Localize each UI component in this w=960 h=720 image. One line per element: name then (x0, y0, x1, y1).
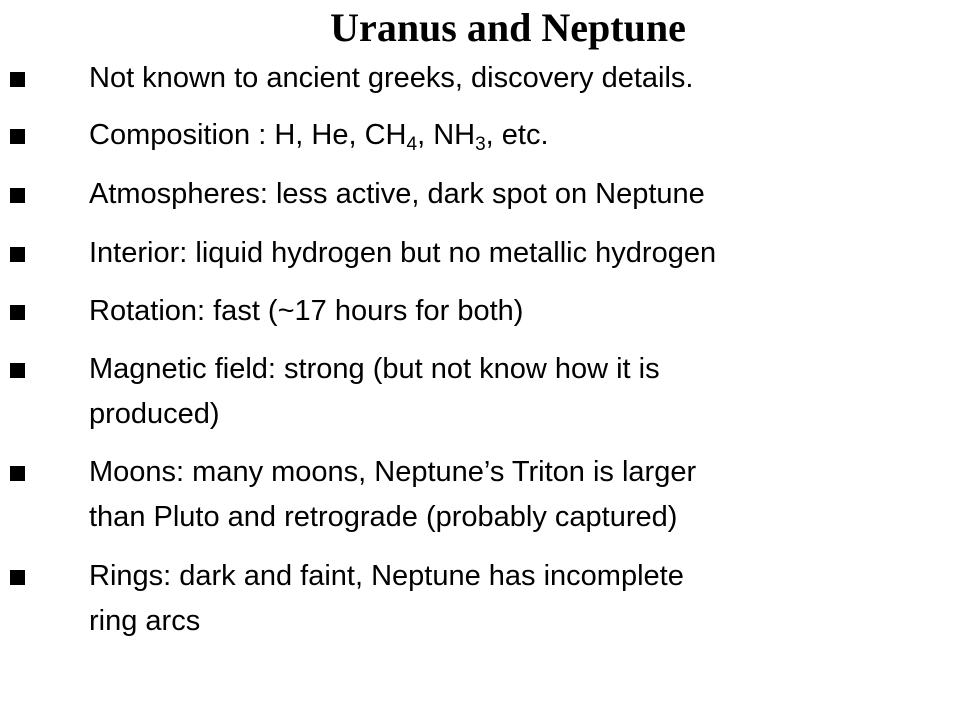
bullet-text: Magnetic field: strong (but not know how it is (89, 353, 660, 385)
square-bullet-icon (10, 188, 30, 208)
bullet-text: Moons: many moons, Neptune’s Triton is larger (89, 456, 697, 488)
bullet-text-prefix: Composition : H, He, CH (89, 119, 407, 151)
bullet-text-continuation: than Pluto and retrograde (probably captured) (89, 501, 678, 533)
bullet-text-continuation: ring arcs (89, 605, 201, 637)
square-bullet-icon (10, 129, 30, 149)
square-bullet-icon (10, 466, 30, 486)
bullet-text: Rings: dark and faint, Neptune has incomplete (89, 560, 684, 592)
square-bullet-icon (10, 72, 30, 92)
bullet-text: Not known to ancient greeks, discovery details. (89, 62, 694, 94)
square-bullet-icon (10, 247, 30, 267)
bullet-text-mid: , NH (417, 119, 476, 151)
bullet-text: Interior: liquid hydrogen but no metallic hydrogen (89, 237, 717, 269)
bullet-text (89, 115, 909, 155)
bullet-text: Rotation: fast (~17 hours for both) (89, 295, 524, 327)
square-bullet-icon (10, 363, 30, 383)
square-bullet-icon (10, 570, 30, 590)
bullet-text-suffix: , etc. (485, 119, 549, 151)
subscript: 3 (475, 134, 486, 155)
bullet-text: Atmospheres: less active, dark spot on Neptune (89, 178, 705, 210)
subscript: 4 (406, 134, 418, 155)
bullet-text-continuation: produced) (89, 398, 220, 430)
square-bullet-icon (10, 305, 30, 325)
slide-title: Uranus and Neptune (330, 5, 686, 50)
